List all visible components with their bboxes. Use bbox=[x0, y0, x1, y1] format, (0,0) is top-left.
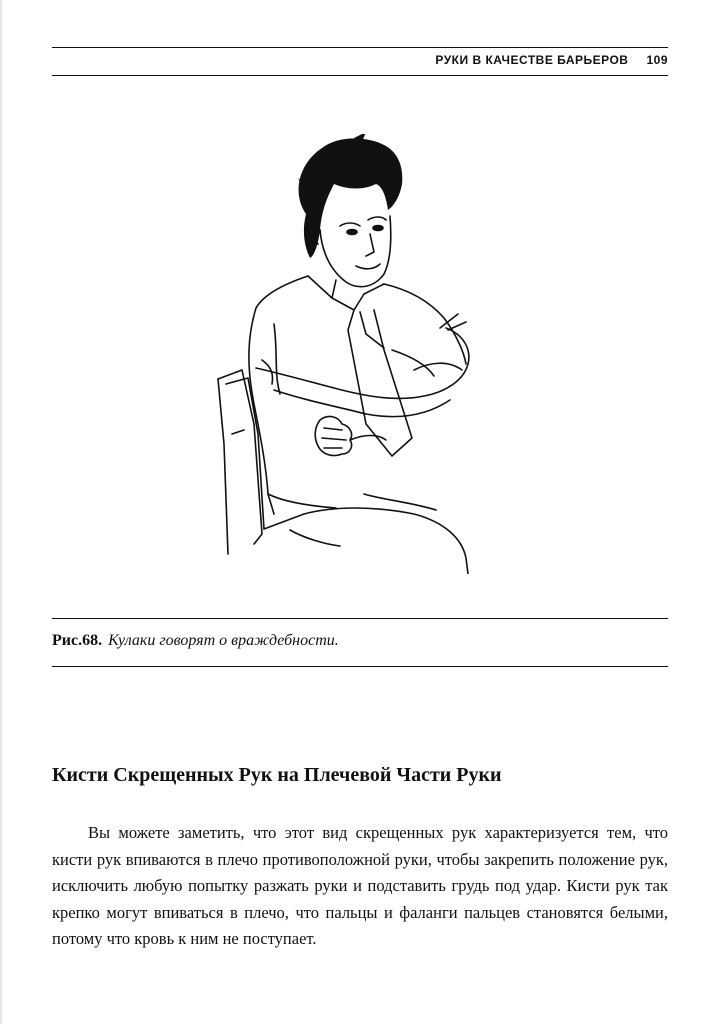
face-drawing bbox=[314, 216, 390, 287]
figure-label: Рис.68. bbox=[52, 632, 103, 649]
crossed-arms-drawing bbox=[256, 314, 469, 456]
page-number: 109 bbox=[646, 53, 668, 67]
torso-drawing bbox=[249, 276, 466, 514]
seated-man-crossed-arms-illustration bbox=[214, 134, 514, 574]
page-edge bbox=[0, 0, 2, 1024]
figure-caption-text: Кулаки говорят о враждебности. bbox=[108, 632, 339, 649]
figure-caption bbox=[52, 632, 339, 650]
running-header bbox=[435, 53, 668, 67]
header-rule-bottom bbox=[52, 75, 668, 76]
chair-drawing bbox=[218, 370, 304, 554]
caption-rule-bottom bbox=[52, 666, 668, 667]
header-title: РУКИ В КАЧЕСТВЕ БАРЬЕРОВ bbox=[435, 53, 629, 67]
body-paragraph: Вы можете заметить, что этот вид скрещенных рук характеризуется тем, что кисти рук впиваются в плечо противоположной руки, чтобы закрепить положение рук, исключить любую попытку разжать руки и подставить грудь под удар. Кисти рук так крепко могут впиваться в плечо, что пальцы и фаланги пальцев становятся белыми, потому что кровь к ним не поступает. bbox=[52, 823, 668, 948]
header-rule-top bbox=[52, 47, 668, 48]
section-heading: Кисти Скрещенных Рук на Плечевой Части Руки bbox=[52, 764, 502, 786]
caption-rule-top bbox=[52, 618, 668, 619]
collar-and-tie bbox=[308, 276, 412, 456]
hair-drawing bbox=[298, 134, 402, 258]
